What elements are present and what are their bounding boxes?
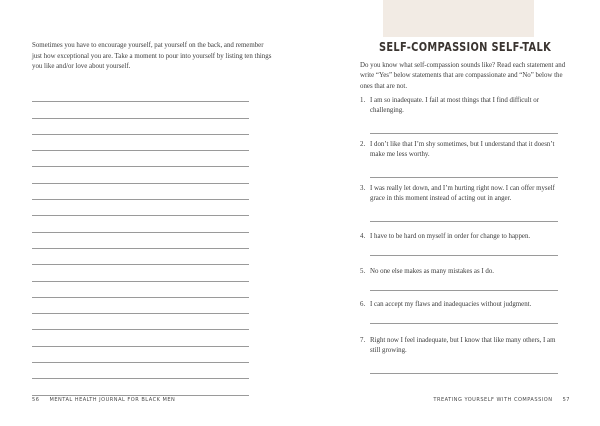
- statement-number: 7.: [360, 337, 366, 344]
- statement-text: I don’t like that I’m shy sometimes, but I understand that it doesn’t make me less worthy.: [370, 141, 555, 159]
- answer-line[interactable]: [370, 323, 558, 324]
- writing-line[interactable]: [32, 86, 249, 102]
- right-page-number: 57: [562, 397, 570, 403]
- answer-line[interactable]: [370, 177, 558, 178]
- writing-lines: [32, 86, 249, 396]
- writing-line[interactable]: [32, 249, 249, 265]
- left-running-title: MENTAL HEALTH JOURNAL FOR BLACK MEN: [49, 397, 176, 403]
- right-running-title: TREATING YOURSELF WITH COMPASSION: [433, 397, 553, 403]
- instructions: Do you know what self-compassion sounds like? Read each statement and write “Yes” below statements that are compassionate and “No” below the ones that are not.: [360, 62, 566, 90]
- writing-line[interactable]: [32, 119, 249, 135]
- statement-number: 3.: [360, 185, 366, 192]
- writing-line[interactable]: [32, 379, 249, 395]
- statement-number: 2.: [360, 141, 366, 148]
- left-page-number: 56: [32, 397, 40, 403]
- page-title: SELF-COMPASSION SELF-TALK: [378, 40, 552, 54]
- writing-line[interactable]: [32, 265, 249, 281]
- writing-line[interactable]: [32, 216, 249, 232]
- statement-text: I was really let down, and I’m hurting right now. I can offer myself grace in this moment instead of acting out in anger.: [370, 185, 555, 203]
- writing-line[interactable]: [32, 314, 249, 330]
- answer-line[interactable]: [370, 255, 558, 256]
- left-footer: [32, 397, 175, 403]
- right-footer: [433, 397, 570, 403]
- statement-number: 5.: [360, 268, 366, 275]
- statement-text: I am so inadequate. I fail at most things that I find difficult or challenging.: [370, 97, 540, 115]
- statement-text: I have to be hard on myself in order for change to happen.: [370, 233, 531, 240]
- statement-number: 4.: [360, 233, 366, 240]
- right-page: [300, 0, 600, 426]
- answer-line[interactable]: [370, 133, 558, 134]
- left-page-intro: Sometimes you have to encourage yourself, pat yourself on the back, and remember just how exceptional you are. Take a moment to pour into yourself by listing ten things you like and/or love about yourself.: [32, 42, 272, 71]
- writing-line[interactable]: [32, 347, 249, 363]
- statement-text: I can accept my flaws and inadequacies without judgment.: [370, 301, 532, 308]
- writing-line[interactable]: [32, 102, 249, 118]
- writing-line[interactable]: [32, 233, 249, 249]
- answer-line[interactable]: [370, 373, 558, 374]
- writing-line[interactable]: [32, 363, 249, 379]
- statement-text: Right now I feel inadequate, but I know that like many others, I am still growing.: [370, 337, 556, 355]
- statement-text: No one else makes as many mistakes as I do.: [370, 268, 495, 275]
- writing-line[interactable]: [32, 200, 249, 216]
- answer-line[interactable]: [370, 290, 558, 291]
- writing-line[interactable]: [32, 282, 249, 298]
- writing-line[interactable]: [32, 135, 249, 151]
- writing-line[interactable]: [32, 151, 249, 167]
- writing-line[interactable]: [32, 298, 249, 314]
- writing-line[interactable]: [32, 330, 249, 346]
- statement-number: 1.: [360, 97, 366, 104]
- answer-line[interactable]: [370, 221, 558, 222]
- writing-line[interactable]: [32, 184, 249, 200]
- writing-line[interactable]: [32, 167, 249, 183]
- statement-number: 6.: [360, 301, 366, 308]
- title-color-band: [383, 0, 534, 37]
